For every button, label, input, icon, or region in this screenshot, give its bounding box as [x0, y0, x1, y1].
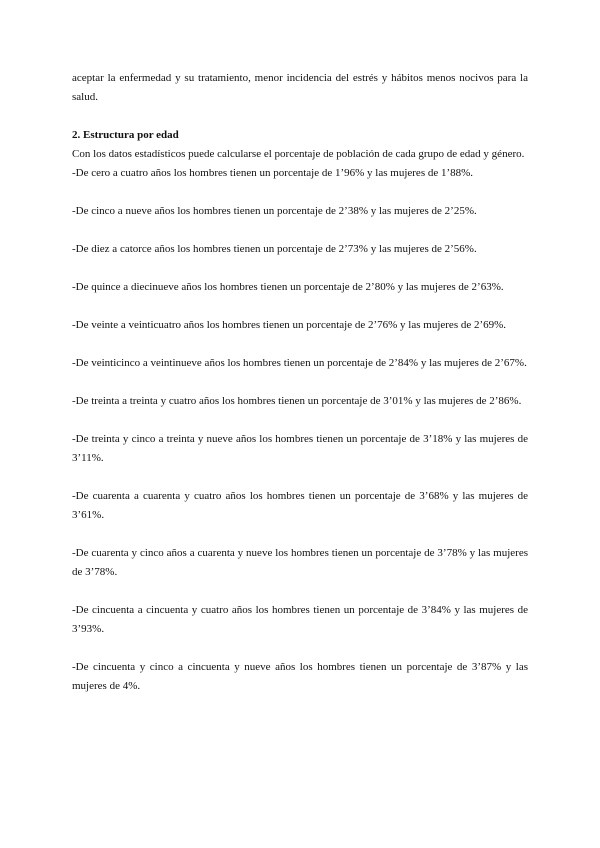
list-item: -De diez a catorce años los hombres tienen un porcentaje de 2’73% y las mujeres de 2’56%.	[72, 243, 477, 255]
list-item: -De cincuenta y cinco a cincuenta y nueve años los hombres tienen un porcentaje de 3’87% y las mujeres de 4%.	[72, 661, 528, 692]
list-item: -De cero a cuatro años los hombres tienen un porcentaje de 1’96% y las mujeres de 1’88%.	[72, 167, 474, 179]
age-group-list	[72, 164, 528, 696]
list-item: -De veinticinco a veintinueve años los hombres tienen un porcentaje de 2’84% y las mujeres de 2’67%.	[72, 357, 527, 369]
list-item: -De cuarenta a cuarenta y cuatro años los hombres tienen un porcentaje de 3’68% y las mujeres de 3’61%.	[72, 490, 528, 521]
document-page	[72, 69, 528, 696]
list-item: -De cinco a nueve años los hombres tienen un porcentaje de 2’38% y las mujeres de 2’25%.	[72, 205, 477, 217]
list-item: -De quince a diecinueve años los hombres tienen un porcentaje de 2’80% y las mujeres de 2’63%.	[72, 281, 504, 293]
list-item: -De treinta a treinta y cuatro años los hombres tienen un porcentaje de 3’01% y las mujeres de 2’86%.	[72, 395, 522, 407]
intro-paragraph: Con los datos estadísticos puede calcularse el porcentaje de población de cada grupo de edad y género.	[72, 148, 525, 160]
section-heading: 2. Estructura por edad	[72, 129, 179, 141]
list-item: -De cincuenta a cincuenta y cuatro años los hombres tienen un porcentaje de 3’84% y las mujeres de 3’93%.	[72, 604, 528, 635]
opening-paragraph: aceptar la enfermedad y su tratamiento, menor incidencia del estrés y hábitos menos nocivos para la salud.	[72, 72, 528, 103]
list-item: -De cuarenta y cinco años a cuarenta y nueve los hombres tienen un porcentaje de 3’78% y las mujeres de 3’78%.	[72, 547, 528, 578]
list-item: -De veinte a veinticuatro años los hombres tienen un porcentaje de 2’76% y las mujeres de 2’69%.	[72, 319, 507, 331]
list-item: -De treinta y cinco a treinta y nueve años los hombres tienen un porcentaje de 3’18% y las mujeres de 3’11%.	[72, 433, 528, 464]
